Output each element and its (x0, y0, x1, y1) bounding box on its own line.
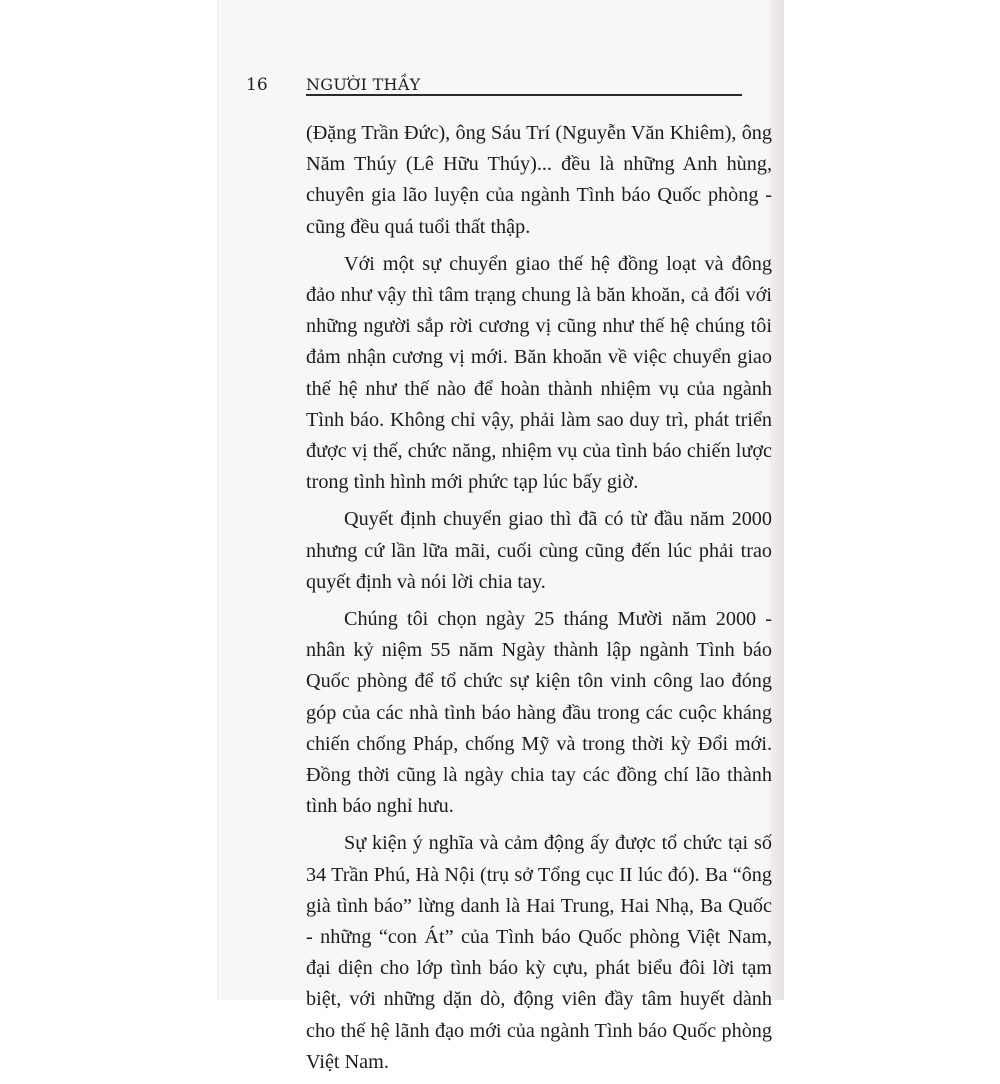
page-header (246, 72, 746, 102)
paragraph: Chúng tôi chọn ngày 25 tháng Mười năm 2000 - nhân kỷ niệm 55 năm Ngày thành lập ngành Tình báo Quốc phòng để tổ chức sự kiện tôn vinh công lao đóng góp của các nhà tình báo hàng đầu trong các cuộc kháng chiến chống Pháp, chống Mỹ và trong thời kỳ Đổi mới. Đồng thời cũng là ngày chia tay các đồng chí lão thành tình báo nghỉ hưu. (306, 608, 772, 818)
running-title: NGƯỜI THẦY (306, 75, 421, 94)
page-number: 16 (246, 75, 268, 95)
paragraph: Sự kiện ý nghĩa và cảm động ấy được tổ chức tại số 34 Trần Phú, Hà Nội (trụ sở Tổng cục II lúc đó). Ba “ông già tình báo” lừng danh là Hai Trung, Hai Nhạ, Ba Quốc - những “con Át” của Tình báo Quốc phòng Việt Nam, đại diện cho lớp tình báo kỳ cựu, phát biểu đôi lời tạm biệt, với những dặn dò, động viên đầy tâm huyết dành cho thế hệ lãnh đạo mới của ngành Tình báo Quốc phòng Việt Nam. (306, 832, 772, 1073)
paragraph: Quyết định chuyển giao thì đã có từ đầu năm 2000 nhưng cứ lần lữa mãi, cuối cùng cũng đến lúc phải trao quyết định và nói lời chia tay. (306, 508, 772, 593)
paragraph: (Đặng Trần Đức), ông Sáu Trí (Nguyễn Văn Khiêm), ông Năm Thúy (Lê Hữu Thúy)... đều là những Anh hùng, chuyên gia lão luyện của ngành Tình báo Quốc phòng - cũng đều quá tuổi thất thập. (306, 122, 772, 238)
paragraph: Với một sự chuyển giao thế hệ đồng loạt và đông đảo như vậy thì tâm trạng chung là băn khoăn, cả đối với những người sắp rời cương vị cũng như thế hệ chúng tôi đảm nhận cương vị mới. Băn khoăn về việc chuyển giao thế hệ như thế nào để hoàn thành nhiệm vụ của ngành Tình báo. Không chỉ vậy, phải làm sao duy trì, phát triển được vị thế, chức năng, nhiệm vụ của tình báo chiến lược trong tình hình mới phức tạp lúc bấy giờ. (306, 252, 772, 494)
header-rule (306, 94, 742, 96)
body-text (306, 118, 772, 1084)
